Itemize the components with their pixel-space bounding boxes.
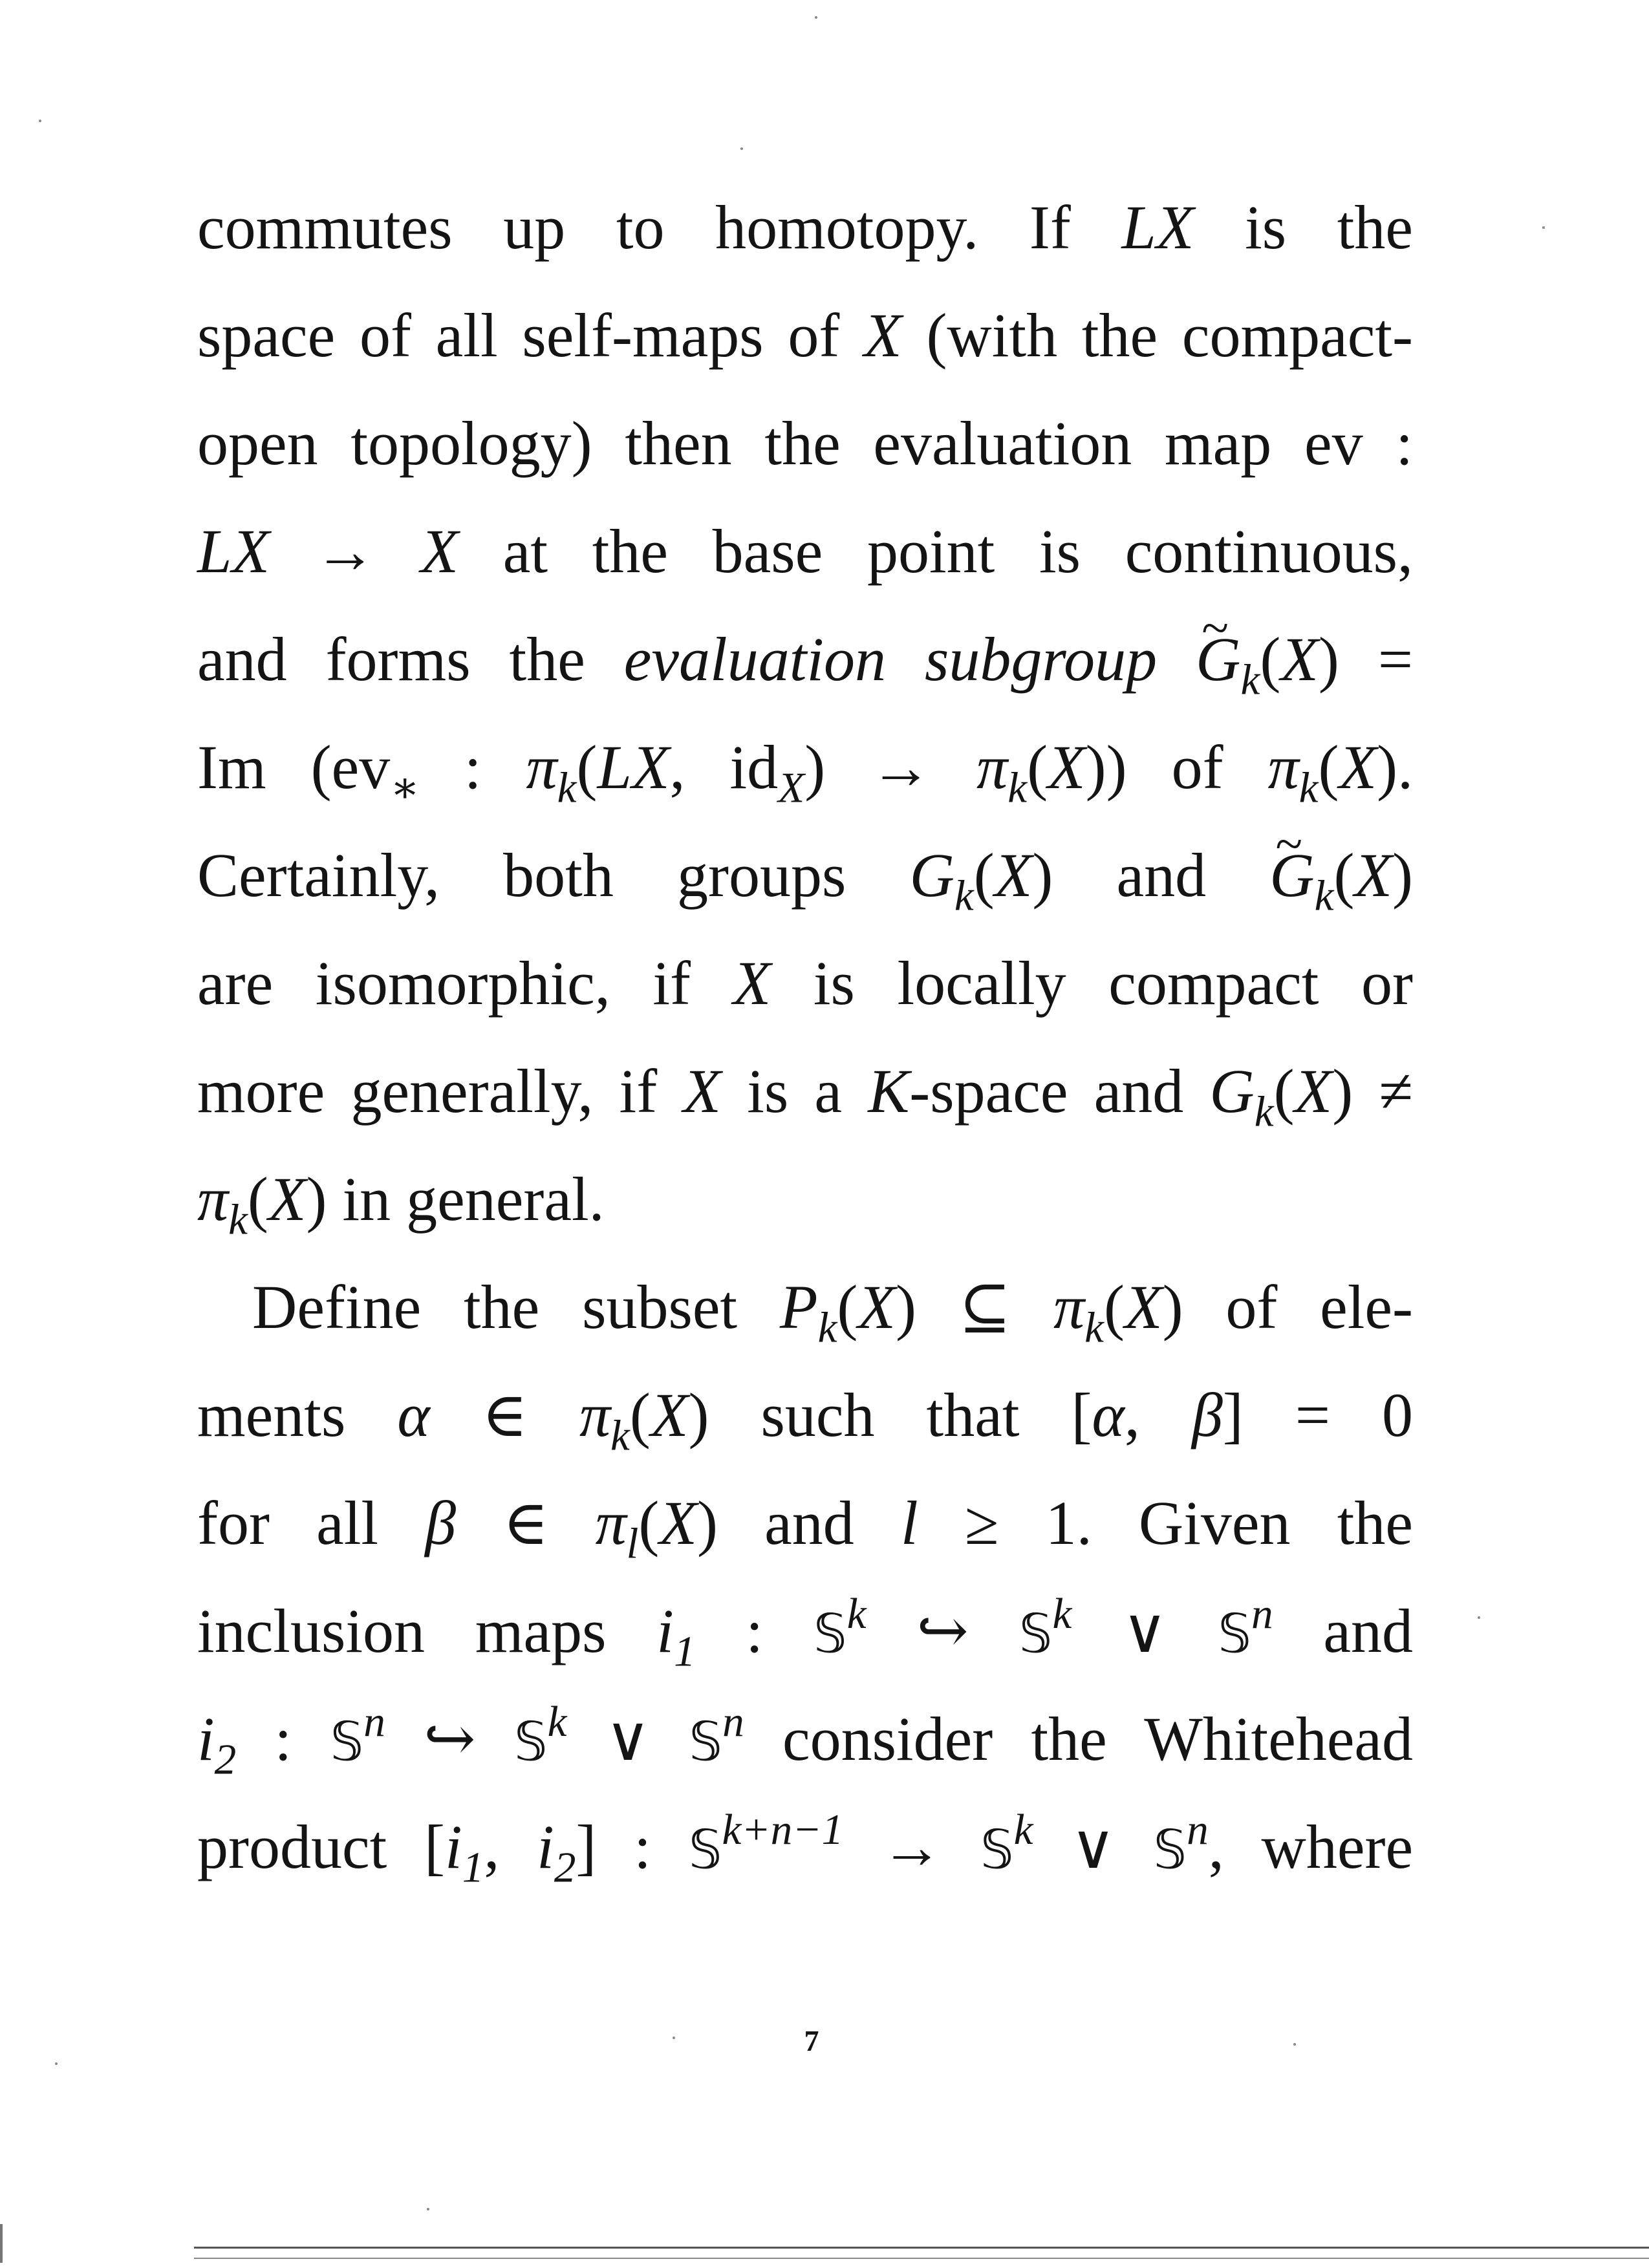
text-run: ( [576, 733, 598, 802]
math-symbol: π [526, 733, 557, 802]
math-symbol: α [1092, 1380, 1125, 1450]
math-tilde-symbol: ~ G [1269, 821, 1314, 929]
text-run: , [484, 1812, 537, 1881]
text-line [197, 1253, 1413, 1361]
text-run: is the [1194, 193, 1414, 262]
math-subscript: k [228, 1195, 248, 1244]
math-superscript: k+n−1 [722, 1805, 844, 1854]
text-line [197, 1145, 1413, 1253]
math-subscript: k [610, 1411, 630, 1460]
math-symbol: π [197, 1164, 229, 1234]
math-symbol: i [197, 1704, 215, 1773]
scan-speck [673, 2037, 675, 2039]
math-superscript: k [547, 1697, 567, 1746]
math-symbol: X [733, 948, 771, 1018]
text-line [197, 1685, 1413, 1793]
text-run: ) ⊆ [896, 1272, 1054, 1342]
math-tilde-symbol: ~ G [1196, 605, 1240, 713]
text-run: for all [197, 1488, 426, 1557]
math-symbol: X [1294, 1056, 1333, 1126]
text-run: open topology) then the evaluation map ev : [197, 409, 1413, 478]
math-symbol: π [976, 733, 1008, 802]
text-line [197, 1577, 1413, 1685]
math-symbol: X [857, 1272, 896, 1342]
math-symbol: X [659, 1488, 697, 1557]
text-run: ] : [576, 1812, 689, 1881]
math-symbol: K [868, 1056, 910, 1126]
text-run: are isomorphic, if [197, 948, 733, 1018]
text-line [197, 497, 1413, 605]
text-run: Im (ev [197, 733, 391, 802]
math-symbol: i [537, 1812, 554, 1881]
math-subscript: k [954, 871, 974, 920]
text-run: product [ [197, 1812, 446, 1881]
math-symbol: X [683, 1056, 722, 1126]
scan-speck [1478, 1616, 1480, 1619]
math-symbol: X [1354, 840, 1393, 910]
text-run: : [236, 1704, 330, 1773]
text-run: ( [973, 840, 995, 910]
math-subscript: l [626, 1519, 639, 1568]
math-superscript: n [1251, 1589, 1273, 1638]
math-subscript: X [778, 763, 805, 812]
math-superscript: k [1052, 1589, 1072, 1638]
text-run: ∈ [429, 1380, 579, 1450]
math-subscript: 2 [214, 1735, 237, 1784]
scan-speck [1293, 2043, 1296, 2046]
text-run: Certainly, both groups [197, 840, 910, 910]
math-symbol: X [864, 301, 902, 370]
scan-speck [427, 2208, 429, 2210]
text-run: ( [629, 1380, 651, 1450]
math-symbol: π [579, 1380, 611, 1450]
math-symbol: i [656, 1596, 674, 1665]
bottom-rule-secondary [194, 2258, 1649, 2259]
text-run: ) and [1032, 840, 1270, 910]
sphere-symbol: 𝕊 [980, 1819, 1014, 1881]
sphere-symbol: 𝕊 [688, 1819, 722, 1881]
text-run: ) in general. [306, 1164, 605, 1234]
text-run: ( [1318, 733, 1339, 802]
text-run: ) such that [ [688, 1380, 1092, 1450]
text-line [197, 1361, 1413, 1469]
math-symbol: X [1280, 625, 1319, 694]
math-superscript: n [363, 1697, 385, 1746]
text-run: ≥ 1. Given the [918, 1488, 1413, 1557]
text-line [197, 605, 1413, 713]
math-symbol: X [650, 1380, 689, 1450]
scan-speck [39, 120, 41, 122]
math-subscript: k [1314, 871, 1334, 920]
text-run: ( [1333, 840, 1355, 910]
text-run: ( [638, 1488, 660, 1557]
sphere-symbol: 𝕊 [330, 1711, 364, 1773]
text-line [197, 281, 1413, 389]
text-run: more generally, if [197, 1056, 684, 1126]
text-line [197, 389, 1413, 497]
math-symbol: i [445, 1812, 462, 1881]
text-run: , where [1208, 1812, 1414, 1881]
text-run: ) ≠ [1332, 1056, 1414, 1126]
body-text [197, 173, 1413, 1901]
text-run: and [1273, 1596, 1414, 1665]
text-run: ( [1103, 1272, 1125, 1342]
text-run: ments [197, 1380, 398, 1450]
math-symbol: evaluation subgroup [623, 625, 1196, 694]
math-superscript: n [1187, 1805, 1209, 1854]
text-run: → [843, 1812, 980, 1881]
math-symbol: G [1209, 1056, 1255, 1126]
scan-speck [740, 147, 743, 150]
math-subscript: k [1299, 763, 1319, 812]
text-run: space of all self-maps of [197, 301, 865, 370]
scan-speck [1542, 226, 1545, 229]
text-run: ] = 0 [1222, 1380, 1414, 1450]
math-symbol: π [1267, 733, 1299, 802]
text-line [197, 713, 1413, 821]
text-run: at the base point is continuous, [458, 517, 1413, 586]
text-run: ( [1027, 733, 1048, 802]
math-superscript: k [1013, 1805, 1033, 1854]
text-line [197, 929, 1413, 1037]
text-run: ∈ [456, 1488, 596, 1557]
text-run: ) of ele- [1162, 1272, 1414, 1342]
math-symbol: β [425, 1488, 457, 1557]
bottom-rule [194, 2247, 1649, 2249]
sphere-symbol: 𝕊 [513, 1711, 548, 1773]
text-line [197, 173, 1413, 281]
text-run: ∨ [1072, 1596, 1218, 1665]
text-run: ( [247, 1164, 268, 1234]
scan-speck [815, 16, 817, 19]
math-symbol: π [595, 1488, 627, 1557]
text-run: -space and [909, 1056, 1210, 1126]
text-run: is a [721, 1056, 868, 1126]
text-run: , id [669, 733, 779, 802]
text-run: → [270, 517, 421, 586]
text-run: ↪ [385, 1704, 514, 1773]
text-run: (with the compact- [901, 301, 1413, 370]
text-run: ( [1260, 625, 1281, 694]
math-superscript: k [846, 1589, 867, 1638]
math-subscript: k [1240, 655, 1260, 704]
text-run: ∨ [1033, 1812, 1154, 1881]
math-symbol: l [900, 1488, 918, 1557]
math-subscript: k [817, 1303, 837, 1352]
text-run: inclusion maps [197, 1596, 657, 1665]
math-subscript: 1 [462, 1843, 484, 1892]
sphere-symbol: 𝕊 [1153, 1819, 1187, 1881]
math-subscript: k [1008, 763, 1028, 812]
math-symbol: X [1124, 1272, 1163, 1342]
math-symbol: G [909, 840, 954, 910]
text-run: ). [1377, 733, 1414, 802]
math-symbol: X [1339, 733, 1377, 802]
text-run: ) and [696, 1488, 901, 1557]
text-run: is locally compact or [771, 948, 1414, 1018]
sphere-symbol: 𝕊 [689, 1711, 723, 1773]
math-symbol: π [1053, 1272, 1085, 1342]
text-run: and forms the [197, 625, 624, 694]
text-run: Define the subset [252, 1272, 780, 1342]
math-symbol: LX [1121, 193, 1194, 262]
text-line [197, 821, 1413, 929]
sphere-symbol: 𝕊 [813, 1603, 847, 1665]
scan-edge-mark [0, 2224, 3, 2263]
text-line [197, 1037, 1413, 1145]
scan-speck [55, 2062, 58, 2065]
math-symbol: LX [197, 517, 270, 586]
page-number: 7 [804, 2024, 819, 2057]
text-line [197, 1793, 1413, 1901]
math-symbol: X [994, 840, 1033, 910]
math-symbol: α [397, 1380, 430, 1450]
math-subscript: 1 [673, 1627, 696, 1676]
math-subscript: 2 [554, 1843, 576, 1892]
math-subscript: k [1254, 1087, 1274, 1136]
math-symbol: X [420, 517, 459, 586]
sphere-symbol: 𝕊 [1018, 1603, 1053, 1665]
text-run: )) of [1085, 733, 1268, 802]
text-run: ( [837, 1272, 858, 1342]
math-subscript: k [557, 763, 577, 812]
math-symbol: LX [597, 733, 670, 802]
text-run: ) [1392, 840, 1414, 910]
text-run: ) = [1318, 625, 1414, 694]
math-symbol: P [779, 1272, 818, 1342]
math-symbol: X [268, 1164, 307, 1234]
text-run: ( [1273, 1056, 1295, 1126]
sphere-symbol: 𝕊 [1218, 1603, 1251, 1665]
math-symbol: β [1191, 1380, 1223, 1450]
math-superscript: n [722, 1697, 744, 1746]
text-run: : [695, 1596, 814, 1665]
text-line [197, 1469, 1413, 1577]
text-run: , [1124, 1380, 1192, 1450]
text-run: ) → [804, 733, 977, 802]
text-run: commutes up to homotopy. If [197, 193, 1122, 262]
text-run: ∨ [566, 1704, 689, 1773]
text-run: consider the Whitehead [744, 1704, 1414, 1773]
math-subscript: k [1084, 1303, 1104, 1352]
text-run: ↪ [866, 1596, 1019, 1665]
text-run: : [419, 733, 526, 802]
math-subscript: ∗ [390, 763, 420, 812]
math-symbol: X [1048, 733, 1086, 802]
